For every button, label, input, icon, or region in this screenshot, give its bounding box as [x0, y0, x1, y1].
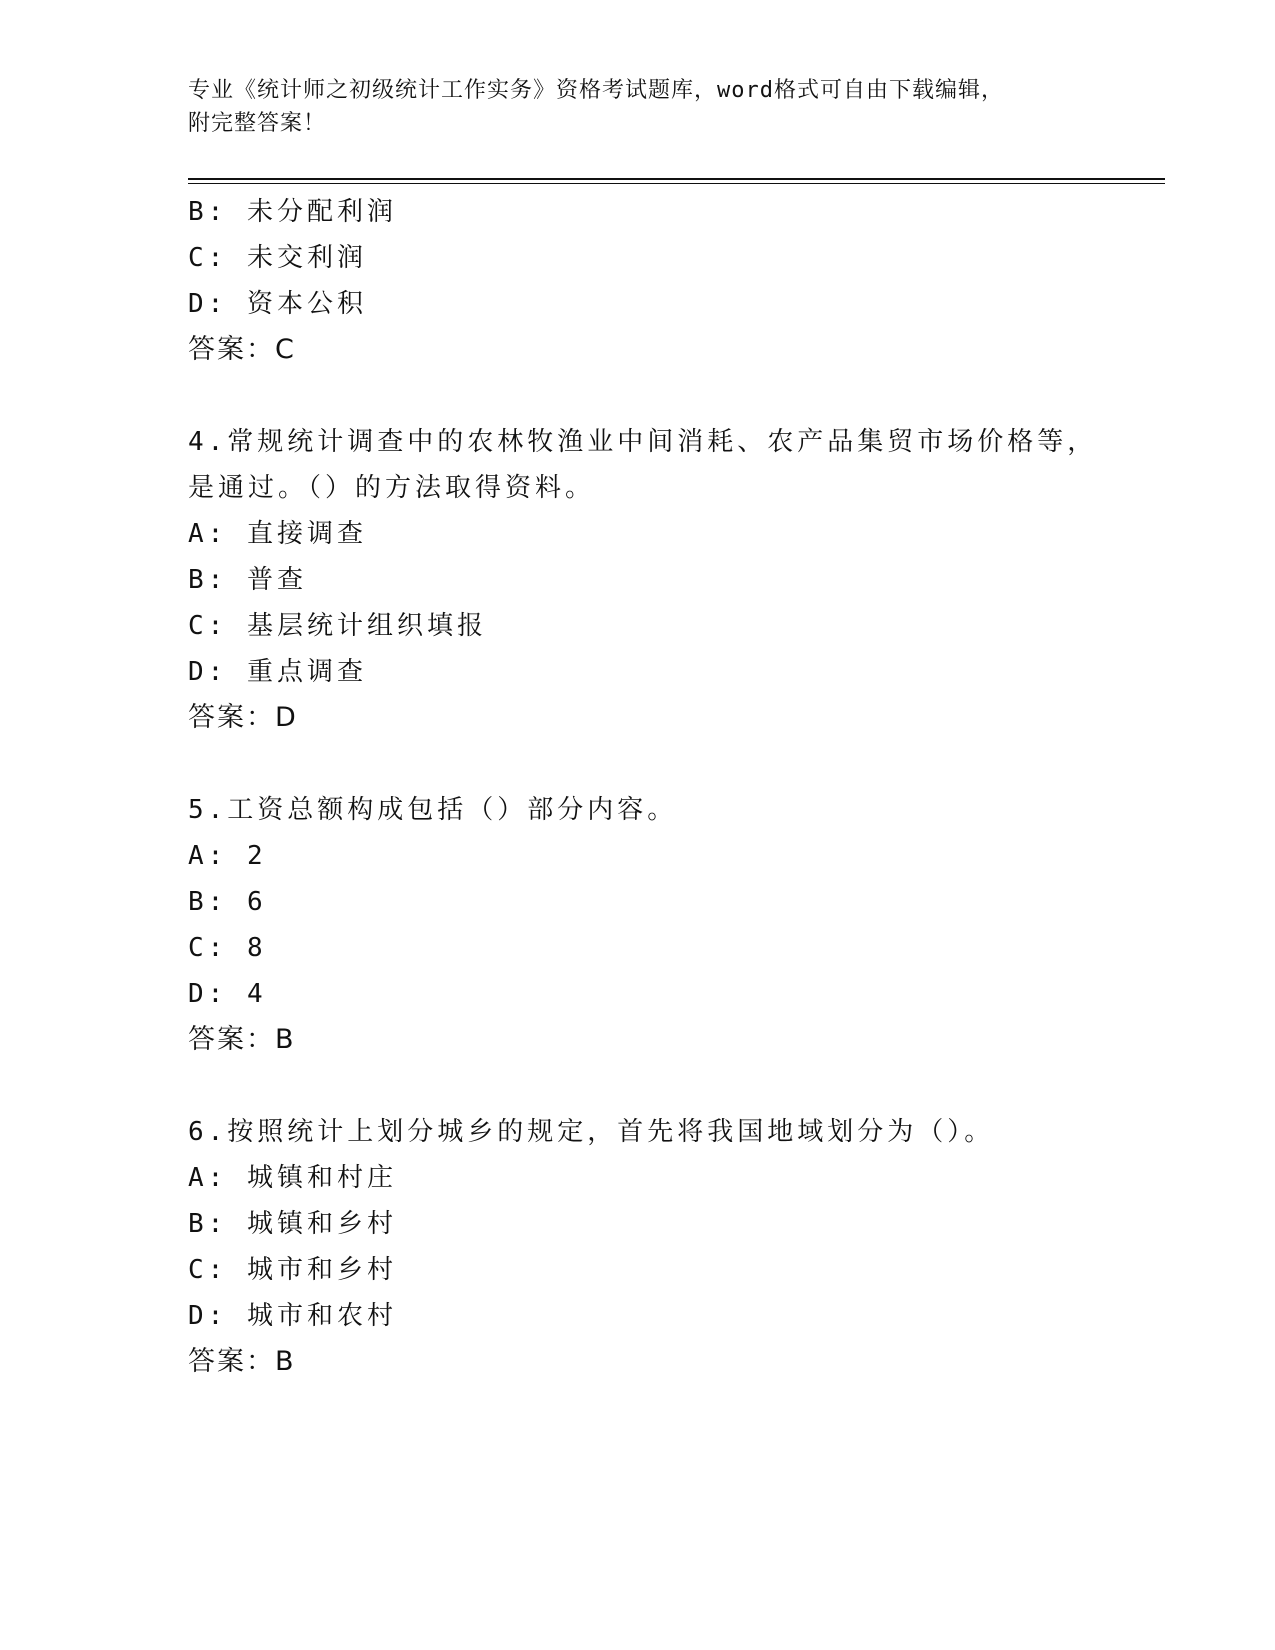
header-divider-thin [188, 183, 1165, 184]
spacer [188, 741, 1118, 787]
option-d: D: 城市和农村 [188, 1301, 397, 1331]
question-6 [188, 1109, 1118, 1385]
header-line-1: 专业《统计师之初级统计工作实务》资格考试题库，word格式可自由下载编辑， [188, 78, 1004, 103]
question-stem: 5.工资总额构成包括（）部分内容。 [188, 795, 678, 825]
question-stem: 6.按照统计上划分城乡的规定，首先将我国地域划分为（）。 [188, 1117, 995, 1147]
option-c: C: 8 [188, 933, 267, 963]
option-b: B: 城镇和乡村 [188, 1209, 397, 1239]
question-list [188, 189, 1118, 1385]
option-a: A: 直接调查 [188, 519, 367, 549]
option-c: C: 基层统计组织填报 [188, 611, 487, 641]
option-d: D: 4 [188, 979, 267, 1009]
option-b: B: 普查 [188, 565, 307, 595]
answer-line: 答案：B [188, 1346, 296, 1377]
question-5 [188, 787, 1118, 1063]
header-divider-thick [188, 178, 1165, 180]
header-line-2: 附完整答案！ [188, 111, 327, 136]
spacer [188, 1063, 1118, 1109]
spacer [188, 373, 1118, 419]
option-b: B: 6 [188, 887, 267, 917]
option-b: B: 未分配利润 [188, 197, 397, 227]
question-3-tail [188, 189, 1118, 373]
question-stem-continued: 是通过。（）的方法取得资料。 [188, 473, 596, 503]
option-d: D: 资本公积 [188, 289, 367, 319]
option-c: C: 城市和乡村 [188, 1255, 397, 1285]
option-a: A: 2 [188, 841, 267, 871]
option-d: D: 重点调查 [188, 657, 367, 687]
document-header [188, 74, 1088, 140]
option-c: C: 未交利润 [188, 243, 367, 273]
answer-line: 答案：C [188, 334, 296, 365]
answer-line: 答案：B [188, 1024, 296, 1055]
question-stem: 4.常规统计调查中的农林牧渔业中间消耗、农产品集贸市场价格等， [188, 427, 1098, 457]
option-a: A: 城镇和村庄 [188, 1163, 397, 1193]
answer-line: 答案：D [188, 702, 298, 733]
question-4 [188, 419, 1118, 741]
